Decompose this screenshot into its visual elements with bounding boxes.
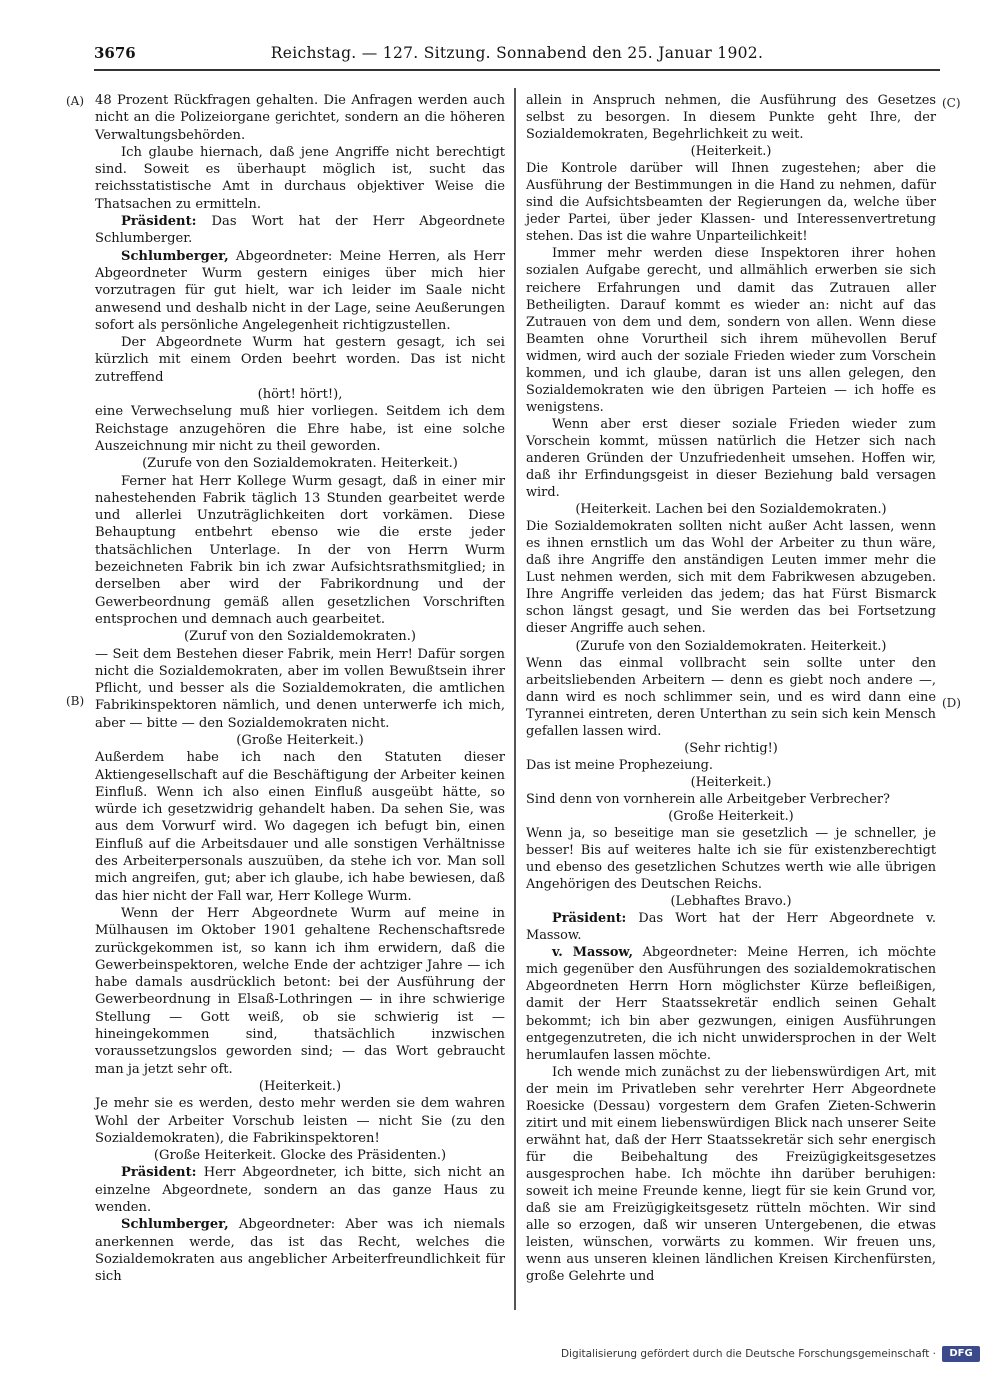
margin-mark-c: (C): [942, 96, 961, 110]
paragraph-text: Wenn das einmal vollbracht sein sollte unter den arbeitsliebenden Arbeitern — denn es giebt noch andere —, dann wird es noch schlimmer sein, und es wird dann eine Tyrannei eintreten, deren Unterthan zu sein sich kein Mensch gefallen lassen wird.: [526, 655, 936, 739]
paragraph-text: Ich glaube hiernach, daß jene Angriffe nicht berechtigt sind. Soweit es überhaupt möglich ist, sucht das reichsstatistische Amt in durchaus objektiver Weise die Thatsachen zu ermitteln.: [95, 144, 505, 212]
paragraph: [526, 910, 936, 944]
paragraph: [526, 791, 936, 808]
paragraph-text: Das ist meine Prophezeiung.: [526, 757, 714, 773]
interjection: [95, 386, 505, 403]
paragraph-text: Die Sozialdemokraten sollten nicht außer Acht lassen, wenn es ihnen ernstlich um das Wohl der Arbeiter zu thun wäre, daß ihre Angriffe den anständigen Leuten immer mehr die Lust nehmen werden, sich mit dem Fabrikwesen abzugeben. Ihre Angriffe verleiden das jedem; das hat Fürst Bismarck schon längst gesagt, und Sie werden das bei Fortsetzung dieser Angriffe auch sehen.: [526, 519, 936, 637]
interjection: [526, 143, 936, 160]
paragraph: [95, 92, 505, 144]
speaker-name: Schlumberger,: [121, 1217, 229, 1233]
page-number: 3676: [94, 44, 136, 62]
interjection: [95, 1078, 505, 1095]
paragraph-text: Abgeordneter: Aber was ich niemals anerkennen werde, das ist das Recht, welches die Sozialdemokraten aus angeblicher Arbeiterfreundlichkeit für sich: [95, 1217, 505, 1285]
paragraph-text: (Zurufe von den Sozialdemokraten. Heiterkeit.): [575, 638, 887, 654]
paragraph-text: (Lebhaftes Bravo.): [670, 894, 792, 910]
paragraph-text: (Heiterkeit. Lachen bei den Sozialdemokraten.): [575, 502, 887, 518]
paragraph-text: eine Verwechselung muß hier vorliegen. Seitdem ich dem Reichstage anzugehören die Ehre habe, ist eine solche Auszeichnung mir nicht zu theil geworden.: [95, 404, 505, 454]
paragraph-text: Je mehr sie es werden, desto mehr werden sie dem wahren Wohl der Arbeiter Vorschub leisten — nicht Sie (zu den Sozialdemokraten), die Fabrikinspektoren!: [95, 1096, 505, 1146]
paragraph-text: (Heiterkeit.): [690, 774, 772, 790]
paragraph-text: Die Kontrole darüber will Ihnen zugestehen; aber die Ausführung der Bestimmungen in die Hand zu nehmen, dafür sind die Aufsichtsbeamten der Regierungen da, welche über jeder Partei, über jeder Klassen- und Interessenvertretung stehen. Das ist die wahre Unparteilichkeit!: [526, 161, 936, 245]
paragraph-text: Immer mehr werden diese Inspektoren ihrer hohen sozialen Aufgabe gerecht, und allmählich erwerben sie sich reichere Erfahrungen und damit das Zutrauen aller Betheiligten. Darauf kommt es wieder an: nicht auf das Zutrauen von dem und dem, sondern von allen. Wenn diese Beamten ohne Vorurtheil sich ihrem mühevollen Beruf widmen, wird auch der soziale Frieden wieder zum Vorschein kommen, und ich glaube, daran ist uns allen gelegen, den Sozialdemokraten wie den übrigen Parteien — ich hoffe es wenigstens.: [526, 246, 936, 415]
speaker-name: v. Massow,: [552, 945, 633, 961]
paragraph-text: Herr Abgeordneter, ich bitte, sich nicht an einzelne Abgeordnete, sondern an das ganze Haus zu wenden.: [95, 1165, 505, 1215]
paragraph: [526, 825, 936, 893]
interjection: [95, 628, 505, 645]
interjection: [95, 1147, 505, 1164]
speaker-name: Präsident:: [121, 214, 197, 230]
paragraph-text: (Große Heiterkeit. Glocke des Präsidenten.): [153, 1148, 447, 1164]
paragraph: [95, 473, 505, 629]
paragraph-text: Wenn der Herr Abgeordnete Wurm auf meine in Mülhausen im Oktober 1901 gehaltene Rechenschaftsrede zurückgekommen ist, so kann ich ihm erwidern, daß die Gewerbeinspektoren, welche Ende der achtziger Jahre — ich habe damals ausdrücklich betont: bei der Ausführung der Gewerbeordnung in Elsaß-Lothringen — in ihre schwierige Stellung — Gott weiß, ob sie schwierig ist — hineingekommen sind, thatsächlich inzwischen voraussetzungslos geworden sind; — das Wort gebraucht man ja jetzt sehr oft.: [95, 905, 505, 1077]
interjection: [526, 501, 936, 518]
paragraph: [95, 749, 505, 905]
paragraph-text: Abgeordneter: Meine Herren, ich möchte mich gegenüber den Ausführungen des sozialdemokratischen Abgeordneten Herrn Horn möglichster Kürze befleißigen, damit der Herr Staatssekretär endlich seinen Gehalt bekommt; ich bin aber gezwungen, einigen Ausführungen entgegenzutreten, die ich nicht unwidersprochen in der Welt herumlaufen lassen möchte.: [526, 945, 936, 1063]
paragraph-text: (Heiterkeit.): [258, 1078, 342, 1094]
paragraph-text: Sind denn von vornherein alle Arbeitgeber Verbrecher?: [526, 791, 890, 807]
paragraph-text: (hört! hört!),: [257, 387, 343, 403]
paragraph: [95, 403, 505, 455]
page-header: [94, 42, 940, 66]
paragraph: [526, 92, 936, 143]
interjection: [526, 740, 936, 757]
paragraph-text: (Sehr richtig!): [684, 740, 778, 756]
paragraph-text: Außerdem habe ich nach den Statuten dieser Aktiengesellschaft auf die Beschäftigung der Arbeiter keinen Einfluß. Wenn ich also einen Einfluß ausgeübt hätte, so würde ich gesetzwidrig gehandelt haben. Da sehen Sie, was aus dem Vorwurf wird. Wo dagegen ich befugt bin, einen Einfluß auf die Arbeitsdauer und alle sonstigen Verhältnisse des Arbeiterpersonals auszuüben, da stehe ich vor. Man soll mich angreifen, gut; aber ich glaube, ich habe bewiesen, daß das hier nicht der Fall war, Herr Kollege Wurm.: [95, 750, 505, 904]
right-column: [526, 92, 936, 1285]
paragraph: [95, 144, 505, 213]
paragraph-text: Wenn ja, so beseitige man sie gesetzlich — je schneller, je besser! Bis auf weiteres halte ich sie für existenzberechtigt und ebenso des gesetzlichen Schutzes werth wie alle übrigen Angehörigen des Deutschen Reichs.: [526, 826, 936, 893]
dfg-logo-icon: DFG: [942, 1346, 980, 1362]
paragraph-text: Abgeordneter: Meine Herren, als Herr Abgeordneter Wurm gestern einiges über mich hier vorzutragen für gut hielt, war ich leider im Saale nicht anwesend und deshalb nicht in der Lage, seine Aeußerungen sofort als persönliche Angelegenheit richtigzustellen.: [95, 248, 505, 333]
paragraph: [95, 248, 505, 334]
funding-notice: Digitalisierung gefördert durch die Deutsche Forschungsgemeinschaft ·: [560, 1348, 936, 1360]
speaker-name: Präsident:: [552, 911, 627, 927]
speaker-name: Schlumberger,: [121, 248, 229, 264]
paragraph: [526, 1064, 936, 1286]
paragraph-text: allein in Anspruch nehmen, die Ausführung des Gesetzes selbst zu besorgen. In diesem Punkte geht Ihre, der Sozialdemokraten, Begehrlichkeit zu weit.: [526, 93, 936, 143]
header-rule: [94, 69, 940, 71]
paragraph: [526, 245, 936, 415]
paragraph-text: 48 Prozent Rückfragen gehalten. Die Anfragen werden auch nicht an die Polizeiorgane gerichtet, sondern an die höheren Verwaltungsbehörden.: [95, 93, 505, 143]
speaker-name: Präsident:: [121, 1165, 197, 1181]
paragraph-text: Das Wort hat der Herr Abgeordnete Schlumberger.: [95, 214, 505, 247]
paragraph: [526, 757, 936, 774]
page-title: Reichstag. — 127. Sitzung. Sonnabend den 25. Januar 1902.: [270, 44, 764, 62]
interjection: [95, 455, 505, 472]
paragraph: [526, 944, 936, 1063]
paragraph: [95, 1216, 505, 1285]
interjection: [526, 638, 936, 655]
margin-mark-b: (B): [66, 694, 85, 708]
margin-mark-d: (D): [942, 696, 961, 710]
interjection: [526, 893, 936, 910]
paragraph: [95, 1164, 505, 1216]
margin-mark-a: (A): [66, 94, 85, 108]
paragraph-text: (Heiterkeit.): [690, 144, 772, 160]
paragraph: [95, 213, 505, 248]
paragraph-text: Ich wende mich zunächst zu der liebenswürdigen Art, mit der mein im Privatleben sehr verehrter Herr Abgeordnete Roesicke (Dessau) vorgestern dem Grafen Zieten-Schwerin zitirt und mit einem liebenswürdigen Blick nach unserer Seite erwähnt hat, daß der Herr Staatssekretär sich sehr energisch für die Beibehaltung des Freizügigkeitsgesetzes ausgesprochen habe. Ich möchte ihn darüber beruhigen: soweit ich meine Freunde kenne, liegt für sie kein Grund vor, daß sie am Freizügigkeitsgesetz rütteln möchten. Wir sind alle so erzogen, daß wir unseren Untergebenen, die etwas leisten, wünschen, vorwärts zu kommen. Wir freuen uns, wenn aus unseren kleinen ländlichen Kreisen Kirchenfürsten, große Gelehrte und: [526, 1064, 936, 1285]
paragraph: [95, 646, 505, 732]
paragraph-text: (Große Heiterkeit.): [668, 808, 794, 824]
paragraph-text: Das Wort hat der Herr Abgeordnete v. Massow.: [526, 911, 936, 944]
paragraph-text: Der Abgeordnete Wurm hat gestern gesagt, ich sei kürzlich mit einem Orden beehrt worden. Das ist nicht zutreffend: [95, 335, 505, 385]
interjection: [526, 774, 936, 791]
paragraph-text: Ferner hat Herr Kollege Wurm gesagt, daß in einer mir nahestehenden Fabrik täglich 13 Stunden gearbeitet werde und allerlei Unzuträglichkeiten dort vorkämen. Diese Behauptung entbehrt ebenso wie die erste jeder thatsächlichen Unterlage. In der von Herrn Wurm bezeichneten Fabrik bin ich zwar Aufsichtsrathsmitglied; in derselben aber wird der Fabrikordnung und der Gewerbeordnung gemäß allen gesetzlichen Vorschriften entsprochen und demnach auch gearbeitet.: [95, 473, 505, 627]
paragraph-text: (Zurufe von den Sozialdemokraten. Heiterkeit.): [142, 456, 458, 472]
paragraph-text: (Zuruf von den Sozialdemokraten.): [183, 629, 417, 645]
paragraph: [95, 1095, 505, 1147]
footer: [560, 1346, 980, 1364]
paragraph: [95, 334, 505, 386]
interjection: [95, 732, 505, 749]
left-column: [95, 92, 505, 1285]
paragraph: [95, 905, 505, 1078]
paragraph: [526, 655, 936, 740]
paragraph-text: Wenn aber erst dieser soziale Frieden wieder zum Vorschein kommt, müssen natürlich die Hetzer sich nach anderen Gründen der Unzufriedenheit umsehen. Hoffen wir, daß ihr Erfindungsgeist in dieser Beziehung bald versagen wird.: [526, 416, 936, 501]
column-divider: [514, 88, 516, 1310]
paragraph: [526, 416, 936, 501]
paragraph: [526, 160, 936, 245]
paragraph-text: — Seit dem Bestehen dieser Fabrik, mein Herr! Dafür sorgen nicht die Sozialdemokraten, aber im vollen Bewußtsein ihrer Pflicht, und besser als die Sozialdemokraten, die amtlichen Fabrikinspektoren nämlich, und denen unterwerfe ich mich, aber — bitte — den Sozialdemokraten nicht.: [95, 646, 505, 731]
interjection: [526, 808, 936, 825]
paragraph: [526, 518, 936, 637]
paragraph-text: (Große Heiterkeit.): [236, 732, 364, 748]
